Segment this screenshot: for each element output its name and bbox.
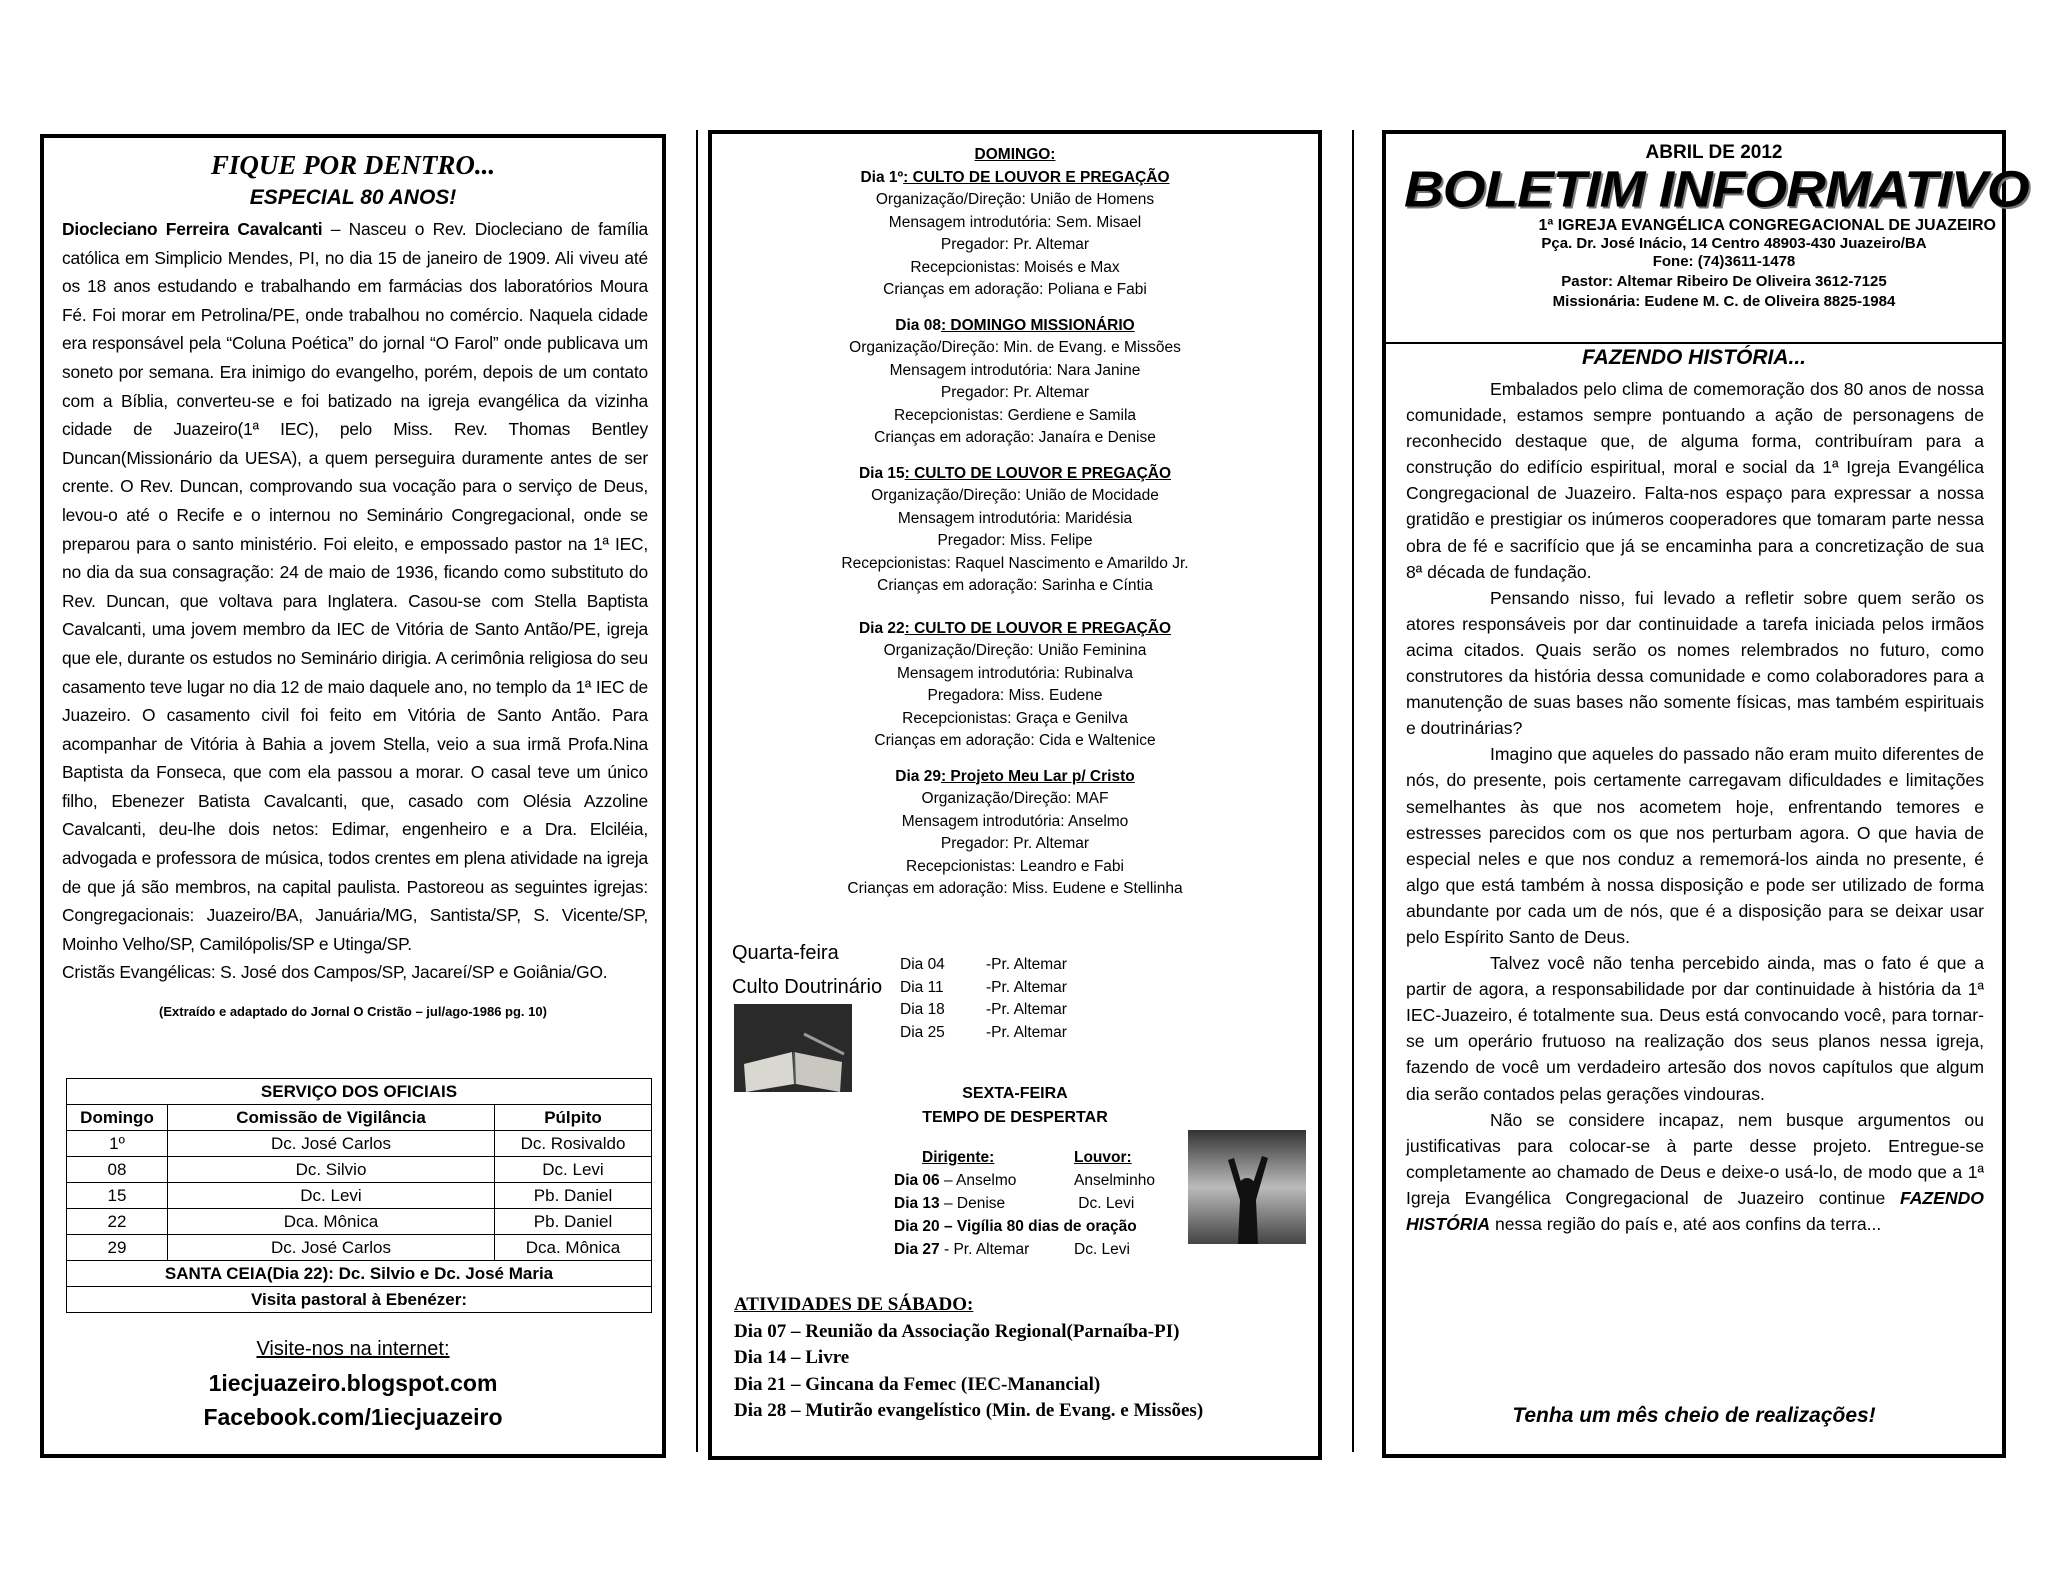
wednesday-list — [900, 954, 1067, 1044]
table-cell: Dca. Mônica — [168, 1209, 495, 1235]
paragraph: Imagino que aqueles do passado não eram muito diferentes de nós, do presente, pois certamente carregavam dificuldades e limitações semelhantes às que nos acometem hoje, enfrentando temores e estresses parecidos com os que nos perturbam agora. O que havia de especial neles e que nos conduz a rememorá-los ainda no presente, é algo que está também à nossa disposição e pode ser utilizado de forma abundante por cada um de nós, que é a disposição para se deixar usar pelo Espírito Santo de Deus. — [1406, 744, 1984, 947]
closing-line: Tenha um mês cheio de realizações! — [1512, 1404, 1876, 1427]
list-item: Dia 18 -Pr. Altemar — [900, 1001, 1067, 1018]
table-cell: 29 — [67, 1235, 168, 1261]
sunday-heading: DOMINGO: — [974, 146, 1056, 163]
table-cell: Pb. Daniel — [495, 1183, 652, 1209]
table-cell: Pb. Daniel — [495, 1209, 652, 1235]
list-item: Dia 11 -Pr. Altemar — [900, 978, 1067, 996]
church-address: Pça. Dr. José Inácio, 14 Centro 48903-430 Juazeiro/BA — [1541, 235, 1927, 252]
table-cell: 1º — [67, 1131, 168, 1157]
paragraph: Embalados pelo clima de comemoração dos 80 anos de nossa comunidade, estamos sempre pontuando a ação de personagens de reconhecido destaque que, de alguma forma, contribuíram para a construção do edifício espiritual, moral e social da 1ª Igreja Evangélica Congregacional de Juazeiro. Falta-nos espaço para expressar a nossa gratidão e prestigiar os inúmeros cooperadores que tomaram parte nessa obra de fé e sacrifício que já se encaminha para a concretização de sua 8ª década de fundação. — [1406, 379, 1984, 582]
column-separator-1 — [696, 130, 698, 1452]
table-cell: Dc. Levi — [168, 1183, 495, 1209]
table-row — [67, 1209, 652, 1235]
table-row — [67, 1183, 652, 1209]
church-name: 1ª IGREJA EVANGÉLICA CONGREGACIONAL DE JUAZEIRO — [1538, 217, 1996, 234]
table-cell: 22 — [67, 1209, 168, 1235]
saturday-activities — [734, 1292, 1203, 1425]
visit-label: Visite-nos na internet: — [256, 1338, 450, 1360]
table-cell: Dc. Silvio — [168, 1157, 495, 1183]
bible-image — [734, 1004, 852, 1092]
bulletin-logo: BOLETIM INFORMATIVO — [1404, 160, 2029, 218]
column-separator-2 — [1352, 130, 1354, 1452]
officers-table — [66, 1078, 652, 1313]
schedule-block: Dia 08: DOMINGO MISSIONÁRIO Organização/Direção: Min. de Evang. e Missões Mensagem introdutória: Nara Janine Pregador: Pr. Altemar Recepcionistas: Gerdiene e Samila Crianças em adoração: Janaíra e Denise — [849, 316, 1181, 446]
worship-image — [1188, 1130, 1306, 1244]
list-item: Dia 04 -Pr. Altemar — [900, 956, 1067, 973]
church-phone: Fone: (74)3611-1478 — [1652, 253, 1796, 270]
list-item: Dia 14 – Livre — [734, 1347, 850, 1368]
section-title: FIQUE POR DENTRO... — [210, 150, 496, 180]
schedule-block: Dia 15: CULTO DE LOUVOR E PREGAÇÃO Organização/Direção: União de Mocidade Mensagem introdutória: Maridésia Pregador: Miss. Felipe Recepcionistas: Raquel Nascimento e Amarildo Jr. Crianças em adoração: Sarinha e Cíntia — [841, 464, 1189, 594]
bulletin-header — [1386, 142, 2029, 311]
table-cell: Dc. Rosivaldo — [495, 1131, 652, 1157]
friday-title: SEXTA-FEIRA TEMPO DE DESPERTAR — [922, 1085, 1108, 1126]
right-panel — [1382, 130, 2029, 1458]
list-item: Dia 25 -Pr. Altemar — [900, 1023, 1067, 1041]
table-cell: Dc. José Carlos — [168, 1235, 495, 1261]
sunday-schedule — [712, 144, 1318, 914]
list-item: Dia 21 – Gincana da Femec (IEC-Manancial) — [734, 1373, 1101, 1395]
table-header: Púlpito — [495, 1105, 652, 1131]
paragraph: Não se considere incapaz, nem busque argumentos ou justificativas para colocar-se à parte desse projeto. Entregue-se completamente ao chamado de Deus e deixe-o usá-lo, de modo que a 1ª Igreja Evangélica Congregacional de Juazeiro continue FAZENDO HISTÓRIA nessa região do país e, até aos confins da terra... — [1406, 1109, 1984, 1234]
paragraph: Pensando nisso, fui levado a refletir sobre quem serão os atores responsáveis por dar continuidade a tarefa iniciada pelos irmãos acima citados. Quais serão os nomes relembrados no futuro, como construtores da história dessa comunidade e como colaboradores para a manutenção de suas bases não somente físicas, mas também espirituais e doutrinárias? — [1406, 587, 1984, 739]
article-body — [1406, 376, 1984, 1237]
biography-body: – Nasceu o Rev. Diocleciano de família católica em Simplicio Mendes, PI, no dia 15 de janeiro de 1909. Ali viveu até os 18 anos estudando e trabalhando em farmácias dos laboratórios Moura Fé. Foi morar em Petrolina/PE, onde trabalhou no comércio. Naquela cidade era responsável pela “Coluna Poética” do jornal “O Farol” onde publicava um soneto por semana. Era inimigo do evangelho, porém, depois de um contato com a Bíblia, converteu-se e foi batizado na igreja evangélica da vizinha cidade de Juazeiro(1ª IEC), pelo Miss. Rev. Thomas Bentley Duncan(Missionário da UESA), a quem perseguira duramente antes de ser crente. O Rev. Duncan, comprovando sua vocação para o serviço de Deus, levou-o até o Recife e o internou no Seminário Congregacional, onde se preparou para o santo ministério. Foi eleito, e empossado pastor na 1ª IEC, no dia da sua consagração: 24 de maio de 1936, ficando como substituto do Rev. Duncan, que voltava para Inglatera. Casou-se com Stella Baptista Cavalcanti, uma jovem membro da IEC de Vitória de Santo Antão/PE, igreja que ele, durante os estudos no Seminário dirigia. A cerimônia religiosa do seu casamento teve lugar no dia 12 de maio daquele ano, no templo da 1ª IEC de Juazeiro. O casamento civil foi feito em Vitória de Santo Antão. Para acompanhar de Vitória à Bahia a jovem Stella, veio a sua irmã Profa.Nina Baptista da Fonseca, que com ela passou a morar. O casal teve um único filho, Ebenezer Batista Cavalcanti, que, casado com Olésia Azzoline Cavalcanti, deu-lhe dois netos: Edimar, engenheiro e a Dra. Elciléia, advogada e professora de música, todos crentes em plena atividade na igreja de que já são membros, na capital paulista. Pastoreou as seguintes igrejas: Congregacionais: Juazeiro/BA, Januária/MG, Santista/SP, S. Vicente/SP, Moinho Velho/SP, Camilópolis/SP e Utinga/SP. — [62, 219, 648, 954]
list-item: Dia 07 – Reunião da Associação Regional(Parnaíba-PI) — [734, 1320, 1180, 1342]
source-note: (Extraído e adaptado do Jornal O Cristão – jul/ago-1986 pg. 10) — [159, 1004, 547, 1019]
list-item: Dia 06 – Anselmo Anselminho — [894, 1172, 1155, 1189]
list-item: Dia 13 – Denise Dc. Levi — [894, 1195, 1135, 1212]
header-divider — [1386, 342, 2002, 344]
friday-list: Dirigente: Louvor: Dia 06 – Anselmo Anselminho Dia 13 – Denise Dc. Levi Dia 20 – Vigília 80 dias de oração Dia 27 - Pr. Altemar Dc. Levi — [894, 1146, 1155, 1261]
table-row — [67, 1131, 652, 1157]
missionary-line: Missionária: Eudene M. C. de Oliveira 8825-1984 — [1552, 293, 1896, 310]
pastor-line: Pastor: Altemar Ribeiro De Oliveira 3612-7125 — [1561, 273, 1887, 290]
table-header: Comissão de Vigilância — [168, 1105, 495, 1131]
table-cell: 08 — [67, 1157, 168, 1183]
table-row — [67, 1157, 652, 1183]
pastoral-visit-row: Visita pastoral à Ebenézer: — [67, 1287, 652, 1313]
article-title: FAZENDO HISTÓRIA... — [1581, 346, 1806, 369]
biography-name: Diocleciano Ferreira Cavalcanti — [62, 219, 323, 239]
month-label: ABRIL DE 2012 — [1645, 142, 1783, 163]
wednesday-label: Quarta-feira Culto Doutrinário — [732, 942, 883, 998]
table-row — [67, 1235, 652, 1261]
biography-text — [62, 215, 648, 987]
facebook-link[interactable]: Facebook.com/1iecjuazeiro — [203, 1404, 503, 1430]
left-panel — [40, 134, 666, 1458]
table-header: Domingo — [67, 1105, 168, 1131]
table-cell: Dca. Mônica — [495, 1235, 652, 1261]
table-title: SERVIÇO DOS OFICIAIS — [67, 1079, 652, 1105]
list-item: Dia 27 - Pr. Altemar Dc. Levi — [894, 1241, 1130, 1258]
schedule-block: Dia 1º: CULTO DE LOUVOR E PREGAÇÃO Organização/Direção: União de Homens Mensagem introdutória: Sem. Misael Pregador: Pr. Altemar Recepcionistas: Moisés e Max Crianças em adoração: Poliana e Fabi — [860, 168, 1170, 298]
paragraph: Talvez você não tenha percebido ainda, mas o fato é que a partir de agora, a responsabilidade por dar continuidade à história da 1ª IEC-Juazeiro, é totalmente sua. Deus está convocando você, para tornar-se um operário frutuoso na realização dos seus planos nessa igreja, fazendo de você um verdadeiro artesão dos novos capítulos que algum dia serão contados pelas gerações vindouras. — [1406, 953, 1984, 1104]
list-item: Dia 20 – Vigília 80 dias de oração — [894, 1218, 1137, 1235]
list-item: Dia 28 – Mutirão evangelístico (Min. de Evang. e Missões) — [734, 1400, 1204, 1421]
saturday-title: ATIVIDADES DE SÁBADO: — [734, 1294, 974, 1315]
santa-ceia-row: SANTA CEIA(Dia 22): Dc. Silvio e Dc. José Maria — [67, 1261, 652, 1287]
table-cell: Dc. Levi — [495, 1157, 652, 1183]
schedule-block: Dia 22: CULTO DE LOUVOR E PREGAÇÃO Organização/Direção: União Feminina Mensagem introdutória: Rubinalva Pregadora: Miss. Eudene Recepcionistas: Graça e Genilva Crianças em adoração: Cida e Waltenice — [858, 619, 1172, 749]
table-cell: 15 — [67, 1183, 168, 1209]
table-cell: Dc. José Carlos — [168, 1131, 495, 1157]
schedule-block: Dia 29: Projeto Meu Lar p/ Cristo Organização/Direção: MAF Mensagem introdutória: Anselmo Pregador: Pr. Altemar Recepcionistas: Leandro e Fabi Crianças em adoração: Miss. Eudene e Stellinha — [847, 767, 1183, 897]
blog-link[interactable]: 1iecjuazeiro.blogspot.com — [208, 1370, 498, 1396]
middle-panel — [708, 130, 1322, 1460]
section-subtitle: ESPECIAL 80 ANOS! — [249, 186, 457, 209]
biography-last-line: Cristãs Evangélicas: S. José dos Campos/SP, Jacareí/SP e Goiânia/GO. — [62, 962, 608, 983]
